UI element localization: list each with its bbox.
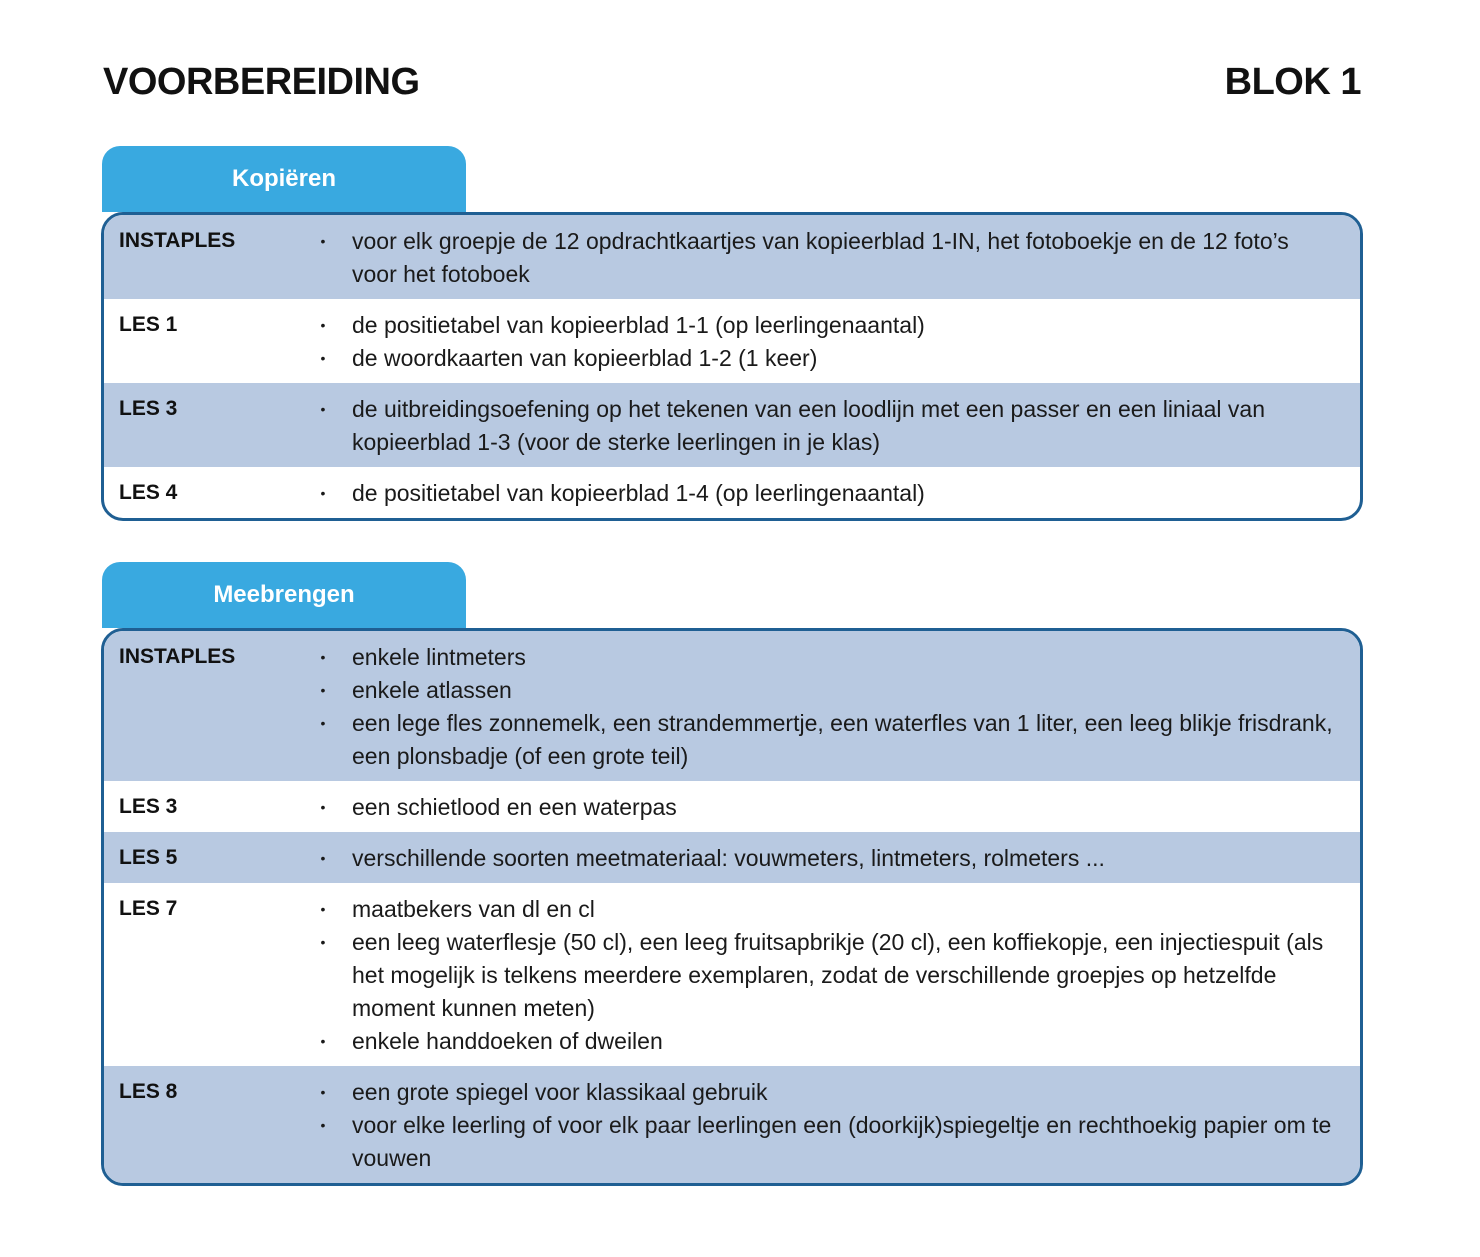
row-label: LES 1: [119, 313, 178, 336]
bullet-icon: •: [320, 799, 326, 815]
row-label: LES 5: [119, 846, 178, 869]
table-row: [104, 299, 1360, 383]
item-text: verschillende soorten meetmateriaal: vouwmeters, lintmeters, rolmeters ...: [352, 845, 1105, 871]
bullet-icon: •: [320, 934, 326, 950]
block-label: BLOK 1: [1224, 61, 1361, 103]
bullet-icon: •: [320, 485, 326, 501]
table-row: [104, 631, 1360, 781]
section-tab-meebrengen: Meebrengen: [102, 562, 466, 628]
row-label: LES 3: [119, 397, 178, 420]
table-row: [104, 1066, 1360, 1183]
section-table-meebrengen: [101, 628, 1363, 1186]
item-list: [317, 641, 1360, 773]
row-label: LES 4: [119, 481, 178, 504]
page-header: [103, 58, 1361, 106]
list-item: [317, 791, 1360, 824]
bullet-icon: •: [320, 682, 326, 698]
list-item: [317, 842, 1360, 875]
item-text: enkele atlassen: [352, 677, 512, 703]
bullet-icon: •: [320, 317, 326, 333]
item-text: een schietlood en een waterpas: [352, 794, 677, 820]
list-item: [317, 641, 1360, 674]
item-list: [317, 393, 1360, 459]
page-title: VOORBEREIDING: [103, 61, 420, 103]
item-text: de positietabel van kopieerblad 1-1 (op leerlingenaantal): [352, 312, 925, 338]
item-list: [317, 309, 1360, 375]
row-label: INSTAPLES: [119, 229, 236, 252]
row-label: LES 3: [119, 795, 178, 818]
item-text: voor elk groepje de 12 opdrachtkaartjes van kopieerblad 1-IN, het fotoboekje en de 12 foto’s voor het fotoboek: [352, 228, 1289, 287]
bullet-icon: •: [320, 401, 326, 417]
list-item: [317, 342, 1360, 375]
item-text: maatbekers van dl en cl: [352, 896, 595, 922]
bullet-icon: •: [320, 1033, 326, 1049]
list-item: [317, 225, 1360, 291]
list-item: [317, 1076, 1360, 1109]
item-list: [317, 225, 1360, 291]
bullet-icon: •: [320, 850, 326, 866]
table-row: [104, 832, 1360, 883]
item-text: een lege fles zonnemelk, een strandemmertje, een waterfles van 1 liter, een leeg blikje frisdrank, een plonsbadje (of een grote teil): [352, 710, 1333, 769]
item-text: enkele handdoeken of dweilen: [352, 1028, 663, 1054]
item-list: [317, 791, 1360, 824]
bullet-icon: •: [320, 715, 326, 731]
list-item: [317, 477, 1360, 510]
section-kopieren: [101, 146, 1363, 521]
section-meebrengen: [101, 562, 1363, 1186]
bullet-icon: •: [320, 350, 326, 366]
row-label: INSTAPLES: [119, 645, 236, 668]
list-item: [317, 309, 1360, 342]
list-item: [317, 1025, 1360, 1058]
item-text: enkele lintmeters: [352, 644, 526, 670]
list-item: [317, 1109, 1360, 1175]
list-item: [317, 893, 1360, 926]
row-label: LES 7: [119, 897, 178, 920]
table-row: [104, 781, 1360, 832]
item-list: [317, 893, 1360, 1058]
bullet-icon: •: [320, 1084, 326, 1100]
item-text: de positietabel van kopieerblad 1-4 (op leerlingenaantal): [352, 480, 925, 506]
item-text: een leeg waterflesje (50 cl), een leeg fruitsapbrikje (20 cl), een koffiekopje, een injectiespuit (als het mogelijk is telkens meerdere exemplaren, zodat de verschillende groepjes op hetzelfde moment kunnen meten): [352, 929, 1324, 1021]
item-list: [317, 477, 1360, 510]
list-item: [317, 674, 1360, 707]
table-row: [104, 383, 1360, 467]
table-row: [104, 215, 1360, 299]
item-text: de uitbreidingsoefening op het tekenen van een loodlijn met een passer en een liniaal van kopieerblad 1-3 (voor de sterke leerlingen in je klas): [352, 396, 1265, 455]
list-item: [317, 707, 1360, 773]
item-text: de woordkaarten van kopieerblad 1-2 (1 keer): [352, 345, 818, 371]
list-item: [317, 393, 1360, 459]
section-tab-kopieren: Kopiëren: [102, 146, 466, 212]
item-text: een grote spiegel voor klassikaal gebruik: [352, 1079, 768, 1105]
item-list: [317, 842, 1360, 875]
item-list: [317, 1076, 1360, 1175]
list-item: [317, 926, 1360, 1025]
bullet-icon: •: [320, 1117, 326, 1133]
bullet-icon: •: [320, 901, 326, 917]
bullet-icon: •: [320, 233, 326, 249]
table-row: [104, 467, 1360, 518]
bullet-icon: •: [320, 649, 326, 665]
item-text: voor elke leerling of voor elk paar leerlingen een (doorkijk)spiegeltje en rechthoekig papier om te vouwen: [352, 1112, 1332, 1171]
row-label: LES 8: [119, 1080, 178, 1103]
table-row: [104, 883, 1360, 1066]
section-table-kopieren: [101, 212, 1363, 521]
